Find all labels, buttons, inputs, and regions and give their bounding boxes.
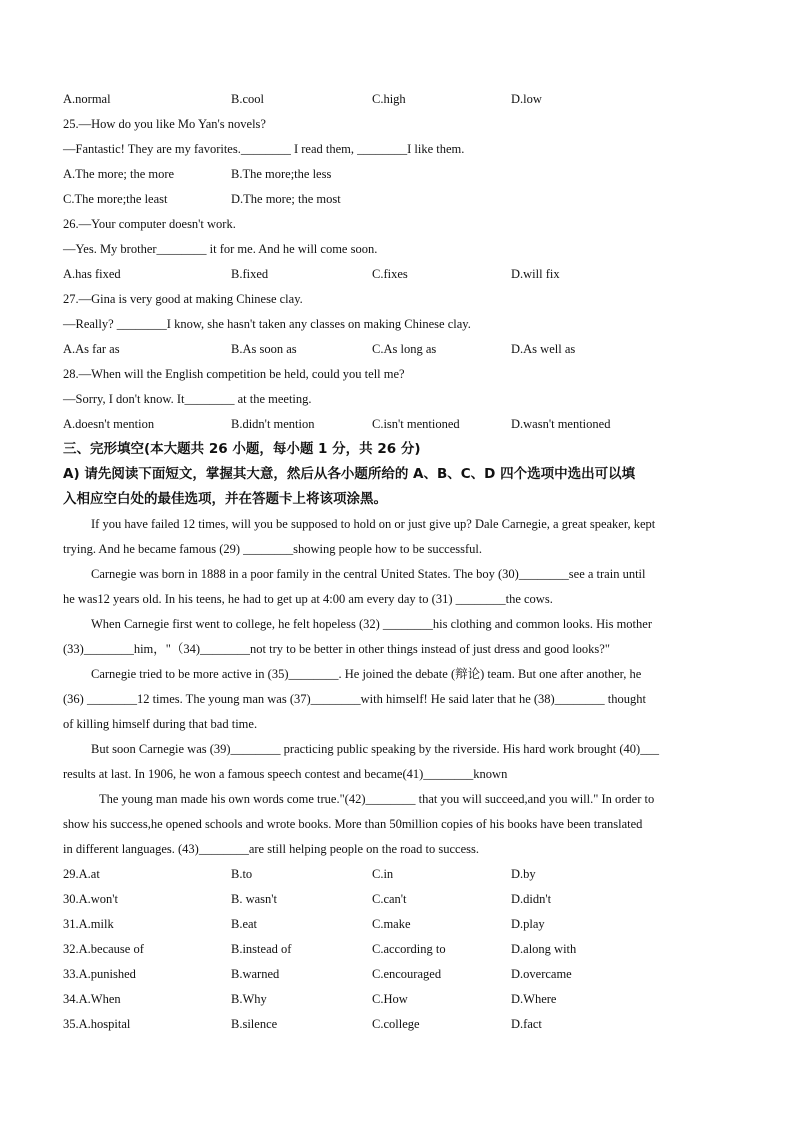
q32-option-d: D.along with <box>511 942 577 956</box>
q26-option-b: B.fixed <box>231 267 269 281</box>
section-title: 三、完形填空(本大题共 26 小题，每小题 1 分，共 26 分) <box>63 441 421 457</box>
q32-option-c: C.according to <box>372 942 446 956</box>
q33-option-d: D.overcame <box>511 967 572 981</box>
q25-option-c: C.The more;the least <box>63 192 168 206</box>
q29-option-b: B.to <box>231 867 253 881</box>
q28-option-c: C.isn't mentioned <box>372 417 460 431</box>
q27-option-d: D.As well as <box>511 342 576 356</box>
q32-option-a: 32.A.because of <box>63 942 144 956</box>
section-instruction-line1: A) 请先阅读下面短文，掌握其大意，然后从各小题所给的 A、B、C、D 四个选项中选出可以填 <box>63 466 636 482</box>
q29-option-c: C.in <box>372 867 394 881</box>
passage-line: in different languages. (43)________are still helping people on the road to success. <box>63 842 479 856</box>
passage-line: he was12 years old. In his teens, he had to get up at 4:00 am every day to (31) ________the cows. <box>63 592 553 606</box>
q30-option-b: B. wasn't <box>231 892 278 906</box>
q30-option-c: C.can't <box>372 892 407 906</box>
q26-option-a: A.has fixed <box>63 267 121 281</box>
passage-line: (36) ________12 times. The young man was (37)________with himself! He said later that he (38)________ thought <box>63 692 647 706</box>
q33-option-b: B.warned <box>231 967 280 981</box>
q24-option-a: A.normal <box>63 92 111 106</box>
q29-option-a: 29.A.at <box>63 867 100 881</box>
passage-line: trying. And he became famous (29) ________showing people how to be successful. <box>63 542 483 556</box>
section-instruction-line2: 入相应空白处的最佳选项，并在答题卡上将该项涂黑。 <box>63 491 387 507</box>
q28-option-d: D.wasn't mentioned <box>511 417 611 431</box>
q27-option-b: B.As soon as <box>231 342 297 356</box>
q34-option-a: 34.A.When <box>63 992 121 1006</box>
passage-line: results at last. In 1906, he won a famous speech contest and became(41)________known <box>63 767 508 781</box>
passage-line: (33)________him，"（34)________not try to be better in other things instead of just dress and good looks?" <box>63 642 610 656</box>
q24-option-b: B.cool <box>231 92 264 106</box>
q28-option-a: A.doesn't mention <box>63 417 155 431</box>
q28-stem: 28.—When will the English competition be held, could you tell me? <box>63 367 405 381</box>
q26-stem: 26.—Your computer doesn't work. <box>63 217 236 231</box>
passage-line: show his success,he opened schools and wrote books. More than 50million copies of his books have been translated <box>63 817 643 831</box>
passage-line: The young man made his own words come true."(42)________ that you will succeed,and you will." In order to <box>99 792 655 806</box>
q25-option-b: B.The more;the less <box>231 167 332 181</box>
q27-option-a: A.As far as <box>63 342 120 356</box>
q26-answer-line: —Yes. My brother________ it for me. And he will come soon. <box>63 242 378 256</box>
q31-option-c: C.make <box>372 917 411 931</box>
q33-option-a: 33.A.punished <box>63 967 136 981</box>
q27-stem: 27.—Gina is very good at making Chinese clay. <box>63 292 303 306</box>
q25-stem: 25.—How do you like Mo Yan's novels? <box>63 117 266 131</box>
passage-line: But soon Carnegie was (39)________ practicing public speaking by the riverside. His hard work brought (40)___ <box>91 742 659 756</box>
q27-option-c: C.As long as <box>372 342 437 356</box>
q26-option-d: D.will fix <box>511 267 560 281</box>
q34-option-c: C.How <box>372 992 408 1006</box>
passage-line: If you have failed 12 times, will you be supposed to hold on or just give up? Dale Carnegie, a great speaker, kept <box>91 517 656 531</box>
passage-line: of killing himself during that bad time. <box>63 717 258 731</box>
q31-option-d: D.play <box>511 917 545 931</box>
passage-line: When Carnegie first went to college, he felt hopeless (32) ________his clothing and common looks. His mother <box>91 617 652 631</box>
q35-option-d: D.fact <box>511 1017 542 1031</box>
q30-option-d: D.didn't <box>511 892 552 906</box>
q35-option-b: B.silence <box>231 1017 278 1031</box>
q28-answer-line: —Sorry, I don't know. It________ at the meeting. <box>63 392 312 406</box>
q31-option-b: B.eat <box>231 917 258 931</box>
q26-option-c: C.fixes <box>372 267 408 281</box>
q25-option-d: D.The more; the most <box>231 192 341 206</box>
q31-option-a: 31.A.milk <box>63 917 114 931</box>
passage-line: Carnegie was born in 1888 in a poor family in the central United States. The boy (30)________see a train until <box>91 567 646 581</box>
q35-option-a: 35.A.hospital <box>63 1017 131 1031</box>
q35-option-c: C.college <box>372 1017 420 1031</box>
q25-option-a: A.The more; the more <box>63 167 175 181</box>
q29-option-d: D.by <box>511 867 536 881</box>
q32-option-b: B.instead of <box>231 942 292 956</box>
passage-line: Carnegie tried to be more active in (35)________. He joined the debate (辩论) team. But one after another, he <box>91 667 642 681</box>
q30-option-a: 30.A.won't <box>63 892 119 906</box>
q25-answer-line: —Fantastic! They are my favorites.________ I read them, ________I like them. <box>63 142 465 156</box>
q27-answer-line: —Really? ________I know, she hasn't taken any classes on making Chinese clay. <box>63 317 471 331</box>
q24-option-c: C.high <box>372 92 406 106</box>
q34-option-d: D.Where <box>511 992 557 1006</box>
q33-option-c: C.encouraged <box>372 967 442 981</box>
q24-option-d: D.low <box>511 92 542 106</box>
q34-option-b: B.Why <box>231 992 267 1006</box>
q28-option-b: B.didn't mention <box>231 417 315 431</box>
